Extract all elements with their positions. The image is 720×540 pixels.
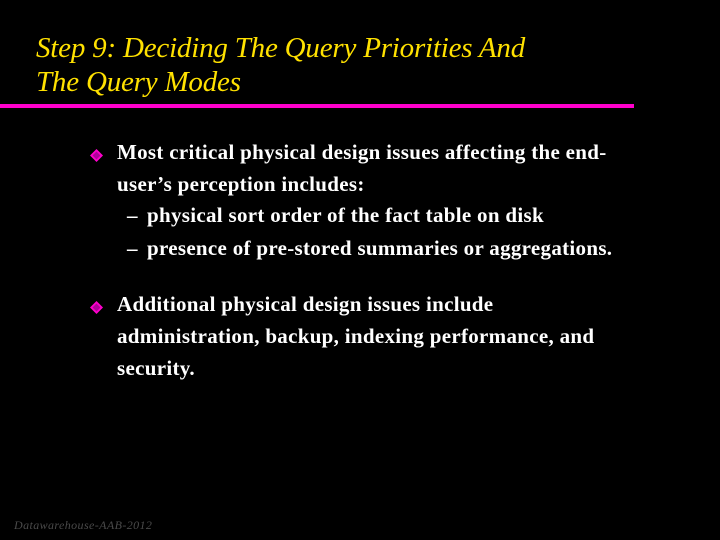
bullet-2-line-3: security. bbox=[117, 356, 195, 380]
bullet-1-line-1: Most critical physical design issues affecting the end- bbox=[117, 140, 607, 164]
sub-bullet-dash: – bbox=[127, 203, 138, 227]
sub-bullet-1-text: physical sort order of the fact table on disk bbox=[147, 203, 544, 227]
diamond-icon bbox=[90, 149, 103, 162]
bullet-1-text bbox=[117, 136, 697, 200]
title-line-1: Step 9: Deciding The Query Priorities And bbox=[36, 32, 526, 64]
bullet-2-line-1: Additional physical design issues include bbox=[117, 292, 494, 316]
slide-title bbox=[36, 31, 696, 99]
sub-bullet-dash: – bbox=[127, 236, 138, 260]
diamond-icon bbox=[90, 301, 103, 314]
bullet-2-text bbox=[117, 288, 697, 384]
sub-bullet-2 bbox=[127, 232, 612, 264]
sub-bullet-1 bbox=[127, 199, 544, 231]
sub-bullet-2-text: presence of pre-stored summaries or aggregations. bbox=[147, 236, 613, 260]
title-underline bbox=[0, 104, 634, 108]
bullet-1-line-2: user’s perception includes: bbox=[117, 172, 365, 196]
bullet-2-line-2: administration, backup, indexing performance, and bbox=[117, 324, 595, 348]
title-line-2: The Query Modes bbox=[36, 66, 241, 98]
footer-text: Datawarehouse-AAB-2012 bbox=[14, 518, 153, 532]
